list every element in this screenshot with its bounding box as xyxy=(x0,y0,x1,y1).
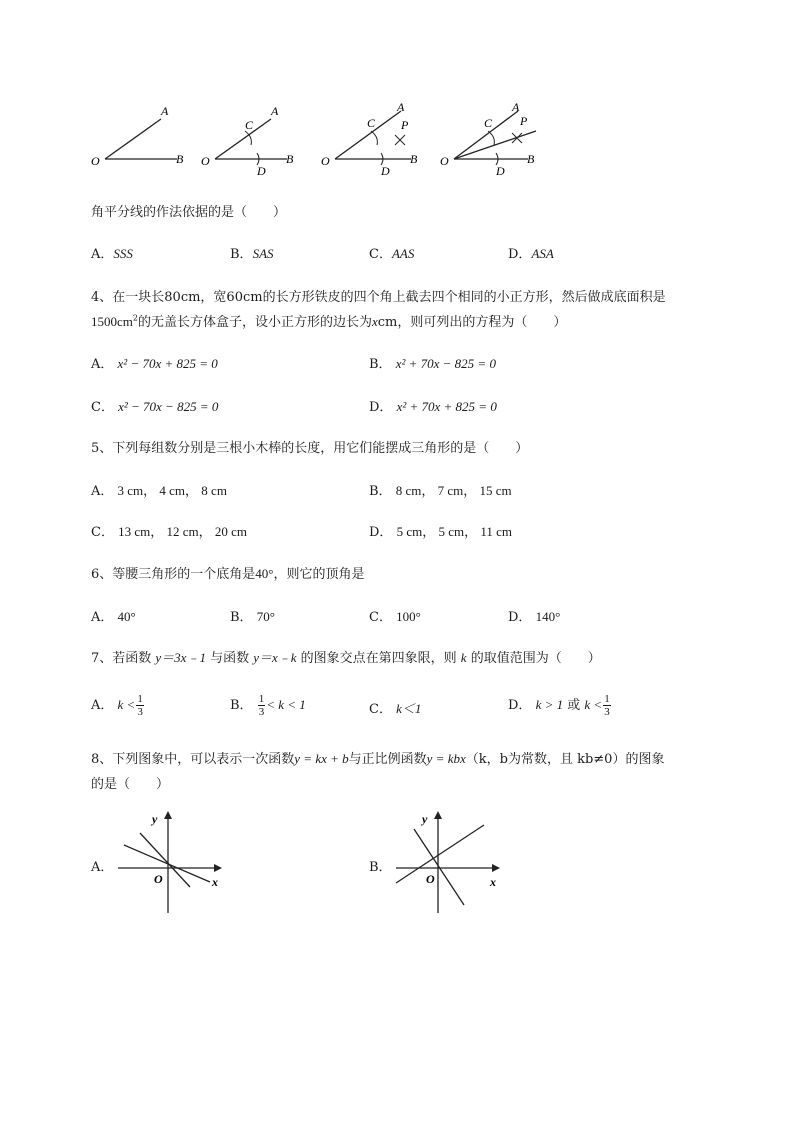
fraction: $\frac{1}{3}$ xyxy=(258,693,265,718)
q8-stem-line1: 8、下列图象中，可以表示一次函数y = kx + b与正比例函数y = kbx（k，b为常数，且 kb≠0）的图象 xyxy=(91,751,665,767)
q5-option-c[interactable]: C． 13 cm， 12 cm， 20 cm xyxy=(91,524,247,540)
q8-option-a-label[interactable]: A． xyxy=(91,860,114,875)
axis-x-label: x xyxy=(212,875,218,889)
label-P: P xyxy=(401,118,409,132)
q7-stem: 7、若函数 y＝3x﹣1 与函数 y＝x﹣k 的图象交点在第四象限，则 k 的取值范围为（ ） xyxy=(91,650,601,666)
origin-label: O xyxy=(426,872,435,886)
construction-figure-4 xyxy=(438,95,553,175)
fraction: $\frac{1}{3}$ xyxy=(604,693,610,718)
q7-option-c[interactable]: C． k＜1 xyxy=(369,701,422,717)
q4-option-a[interactable]: A． x² − 70x + 825 = 0 xyxy=(91,356,218,372)
label-O: O xyxy=(201,154,210,168)
q7-option-b[interactable]: B． $\frac{1}{3}$ < k < 1 xyxy=(230,693,306,718)
q6-option-a[interactable]: A． 40° xyxy=(91,609,136,625)
q3-option-d[interactable]: D．ASA xyxy=(508,246,554,262)
q3-option-a[interactable]: A．SSS xyxy=(91,246,133,262)
label-O: O xyxy=(321,154,330,168)
q8-stem-line2: 的是（ ） xyxy=(91,777,170,792)
label-A: A xyxy=(512,100,520,114)
q3-stem: 角平分线的作法依据的是（ ） xyxy=(91,205,287,220)
q4-stem-line1: 4、在一块长80cm，宽60cm的长方形铁皮的四个角上截去四个相同的小正方形，然后做成底面积是 xyxy=(91,290,666,305)
axis-x-label: x xyxy=(490,875,496,889)
q5-option-d[interactable]: D． 5 cm， 5 cm， 11 cm xyxy=(369,524,512,540)
label-A: A xyxy=(271,104,279,118)
fraction: $\frac{1}{3}$ xyxy=(137,693,143,718)
label-O: O xyxy=(91,154,100,168)
q5-option-b[interactable]: B． 8 cm， 7 cm， 15 cm xyxy=(369,483,512,499)
label-B: B xyxy=(176,152,184,166)
label-O: O xyxy=(440,154,449,168)
label-A: A xyxy=(397,100,405,114)
q6-option-b[interactable]: B． 70° xyxy=(230,609,275,625)
label-P: P xyxy=(520,114,528,128)
axis-y-label: y xyxy=(422,812,428,826)
q5-stem: 5、下列每组数分别是三根小木棒的长度，用它们能摆成三角形的是（ ） xyxy=(91,441,529,456)
construction-figure-3 xyxy=(315,95,430,175)
label-B: B xyxy=(527,152,535,166)
origin-label: O xyxy=(154,872,163,886)
label-C: C xyxy=(484,116,493,130)
q7-option-d[interactable]: D． k > 1 或 k < $\frac{1}{3}$ xyxy=(508,693,610,718)
label-A: A xyxy=(161,104,169,118)
q6-option-c[interactable]: C． 100° xyxy=(369,609,421,625)
label-C: C xyxy=(367,116,376,130)
q8-graph-a[interactable] xyxy=(110,805,230,920)
q8-option-b-label[interactable]: B． xyxy=(369,860,392,875)
label-C: C xyxy=(245,118,254,132)
construction-figure-1 xyxy=(85,95,195,175)
label-D: D xyxy=(381,164,390,175)
axis-y-label: y xyxy=(152,812,158,826)
q4-option-c[interactable]: C． x² − 70x − 825 = 0 xyxy=(91,399,219,415)
q7-option-a[interactable]: A． k < $\frac{1}{3}$ xyxy=(91,693,143,718)
label-D: D xyxy=(496,164,505,175)
q6-stem: 6、等腰三角形的一个底角是40°，则它的顶角是 xyxy=(91,566,365,582)
q4-stem-line2: $1500cm^2$的无盖长方体盒子，设小正方形的边长为xcm，则可列出的方程为（ ） xyxy=(91,313,567,330)
q8-graph-b[interactable] xyxy=(388,805,508,920)
q3-option-b[interactable]: B．SAS xyxy=(230,246,274,262)
q6-option-d[interactable]: D． 140° xyxy=(508,609,561,625)
q5-option-a[interactable]: A． 3 cm， 4 cm， 8 cm xyxy=(91,483,227,499)
label-D: D xyxy=(257,164,266,175)
q4-option-b[interactable]: B． x² + 70x − 825 = 0 xyxy=(369,356,496,372)
q3-option-c[interactable]: C．AAS xyxy=(369,246,415,262)
label-B: B xyxy=(410,152,418,166)
construction-figure-2 xyxy=(195,95,305,175)
q4-option-d[interactable]: D． x² + 70x + 825 = 0 xyxy=(369,399,497,415)
label-B: B xyxy=(286,152,294,166)
